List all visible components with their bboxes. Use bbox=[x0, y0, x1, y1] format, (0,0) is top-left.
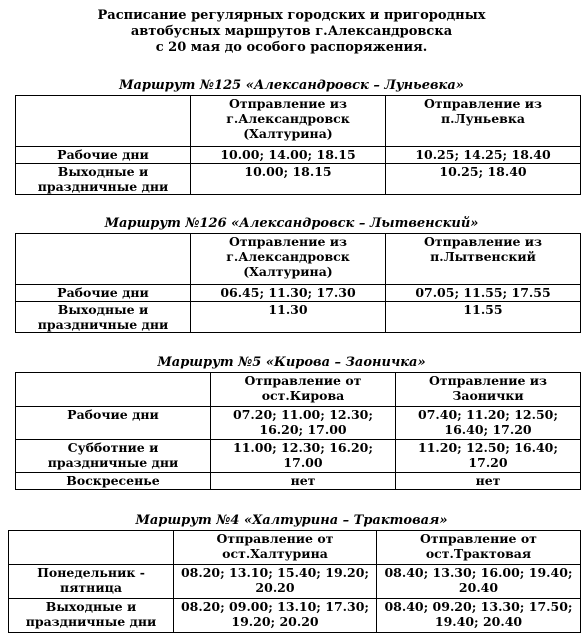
col2-header: Отправление из Заонички bbox=[396, 373, 581, 407]
row-label: Воскресенье bbox=[16, 473, 211, 490]
col1-times: 11.00; 12.30; 16.20; 17.00 bbox=[211, 440, 396, 473]
title-line-3: с 20 мая до особого распоряжения. bbox=[155, 40, 428, 55]
header-empty-cell bbox=[9, 531, 174, 565]
col2-times: 07.05; 11.55; 17.55 bbox=[386, 285, 581, 302]
route-125-title: Маршрут №125 «Александровск – Луньевка» bbox=[119, 78, 464, 93]
col1-times: 08.20; 13.10; 15.40; 19.20; 20.20 bbox=[174, 565, 377, 599]
col1-header: Отправление из г.Александровск (Халтурина) bbox=[191, 96, 386, 147]
title-line-1: Расписание регулярных городских и пригородных bbox=[97, 8, 486, 23]
col2-times: 08.40; 13.30; 16.00; 19.40; 20.40 bbox=[377, 565, 581, 599]
col1-times: 10.00; 14.00; 18.15 bbox=[191, 147, 386, 164]
header-empty-cell bbox=[16, 96, 191, 147]
col2-times: 07.40; 11.20; 12.50; 16.40; 17.20 bbox=[396, 407, 581, 440]
table-row bbox=[9, 565, 581, 599]
table-row bbox=[16, 473, 581, 490]
table-row bbox=[9, 599, 581, 633]
row-label: Рабочие дни bbox=[16, 285, 191, 302]
route-125-table bbox=[15, 95, 581, 195]
route-4-table bbox=[8, 530, 581, 633]
col2-header: Отправление из п.Лытвенский bbox=[386, 234, 581, 285]
col2-times: 11.55 bbox=[386, 302, 581, 333]
row-label: Выходные и праздничные дни bbox=[16, 164, 191, 195]
document-title bbox=[0, 8, 583, 56]
col1-header: Отправление от ост.Кирова bbox=[211, 373, 396, 407]
col2-header: Отправление из п.Луньевка bbox=[386, 96, 581, 147]
route-126-title: Маршрут №126 «Александровск – Лытвенский» bbox=[104, 216, 479, 231]
header-empty-cell bbox=[16, 373, 211, 407]
header-empty-cell bbox=[16, 234, 191, 285]
title-line-2: автобусных маршрутов г.Александровска bbox=[130, 24, 453, 39]
col2-times: 08.40; 09.20; 13.30; 17.50; 19.40; 20.40 bbox=[377, 599, 581, 633]
table-row bbox=[16, 440, 581, 473]
col1-times: 10.00; 18.15 bbox=[191, 164, 386, 195]
route-126-table bbox=[15, 233, 581, 333]
table-row bbox=[16, 147, 581, 164]
row-label: Рабочие дни bbox=[16, 407, 211, 440]
table-row bbox=[16, 285, 581, 302]
col1-times: 06.45; 11.30; 17.30 bbox=[191, 285, 386, 302]
col1-times: 11.30 bbox=[191, 302, 386, 333]
table-row bbox=[16, 407, 581, 440]
route-4-title: Маршрут №4 «Халтурина – Трактовая» bbox=[135, 513, 448, 528]
row-label: Выходные и праздничные дни bbox=[9, 599, 174, 633]
row-label: Субботние и праздничные дни bbox=[16, 440, 211, 473]
col2-times: 10.25; 18.40 bbox=[386, 164, 581, 195]
row-label: Выходные и праздничные дни bbox=[16, 302, 191, 333]
col1-times: 08.20; 09.00; 13.10; 17.30; 19.20; 20.20 bbox=[174, 599, 377, 633]
table-row bbox=[16, 302, 581, 333]
route-5-title: Маршрут №5 «Кирова – Заоничка» bbox=[157, 355, 426, 370]
col2-times: нет bbox=[396, 473, 581, 490]
col2-times: 10.25; 14.25; 18.40 bbox=[386, 147, 581, 164]
route-5-table bbox=[15, 372, 581, 490]
col1-header: Отправление из г.Александровск (Халтурина) bbox=[191, 234, 386, 285]
col2-times: 11.20; 12.50; 16.40; 17.20 bbox=[396, 440, 581, 473]
row-label: Рабочие дни bbox=[16, 147, 191, 164]
col1-times: 07.20; 11.00; 12.30; 16.20; 17.00 bbox=[211, 407, 396, 440]
table-row bbox=[16, 164, 581, 195]
row-label: Понедельник - пятница bbox=[9, 565, 174, 599]
col1-times: нет bbox=[211, 473, 396, 490]
col1-header: Отправление от ост.Халтурина bbox=[174, 531, 377, 565]
col2-header: Отправление от ост.Трактовая bbox=[377, 531, 581, 565]
